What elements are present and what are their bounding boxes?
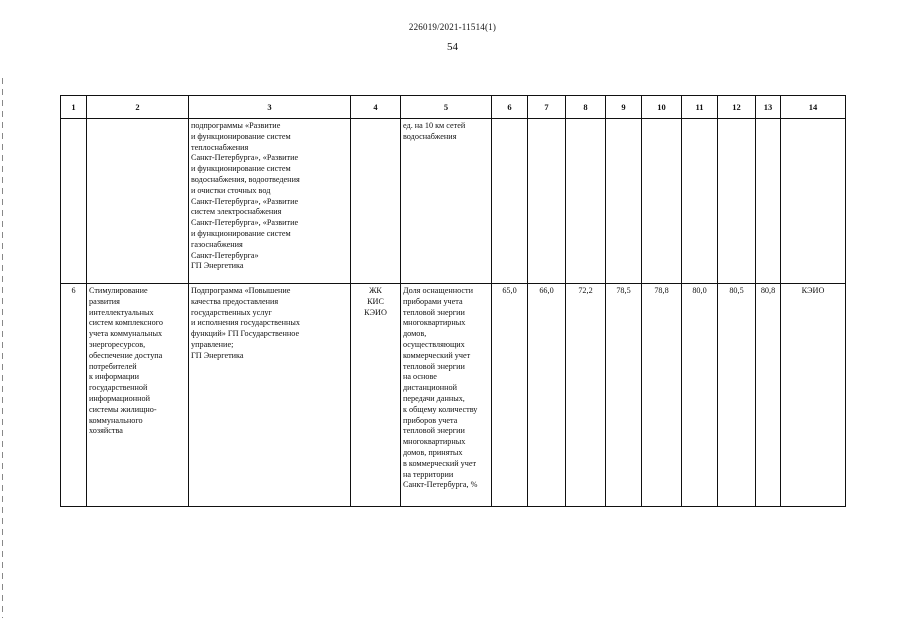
cell-text-line: функций» ГП Государственное (191, 329, 300, 339)
value-cell (682, 119, 718, 284)
column-header: 13 (756, 96, 781, 119)
responsible-cell: КЭИО (781, 284, 846, 507)
value-cell: 78,8 (642, 284, 682, 507)
cell-text-line: тепловой энергии (403, 361, 465, 371)
value-cell: 80,5 (718, 284, 756, 507)
cell-text-line: ЖК (369, 286, 382, 295)
column-header: 9 (606, 96, 642, 119)
cell-text-line: и исполнения государственных (191, 318, 300, 328)
cell-text-line: обеспечение доступа (89, 350, 163, 360)
value-cell: 80,8 (756, 284, 781, 507)
column-header: 3 (189, 96, 351, 119)
cell-text-line: Санкт-Петербурга, % (403, 480, 478, 490)
cell-text-line: теплоснабжения (191, 142, 249, 152)
value-cell (528, 119, 566, 284)
cell-text-line: систем комплексного (89, 318, 164, 328)
cell-text-line: и функционирование систем (191, 164, 291, 174)
cell-text-line: ГП Энергетика (191, 350, 244, 360)
indicator-cell (401, 284, 492, 507)
cell-text-line: Санкт-Петербурга», «Развитие (191, 196, 299, 206)
cell-text-line: учета коммунальных (89, 329, 163, 339)
table-row (61, 119, 846, 284)
table-header-row (61, 96, 846, 119)
value-cell (606, 119, 642, 284)
value-cell: 65,0 (492, 284, 528, 507)
column-header: 8 (566, 96, 606, 119)
cell-text-line: КЭИО (364, 307, 387, 317)
column-header: 4 (351, 96, 401, 119)
cell-text-line: Стимулирование (89, 286, 148, 295)
value-cell (642, 119, 682, 284)
column-header: 1 (61, 96, 87, 119)
column-header: 14 (781, 96, 846, 119)
page-number: 54 (447, 41, 458, 53)
cell-text-line: Санкт-Петербурга», «Развитие (191, 218, 299, 228)
value-cell (718, 119, 756, 284)
value-cell (756, 119, 781, 284)
value-cell: 66,0 (528, 284, 566, 507)
cell-text-line: качества предоставления (191, 296, 279, 306)
cell-text-line: государственных услуг (191, 307, 272, 317)
executor-cell (351, 284, 401, 507)
value-cell (566, 119, 606, 284)
indicators-table (60, 95, 846, 507)
cell-text-line: коммерческий учет (403, 350, 471, 360)
row-number-cell: 6 (61, 284, 87, 507)
cell-text-line: систем электроснабжения (191, 207, 282, 217)
cell-text-line: к информации (89, 372, 140, 382)
column-header: 6 (492, 96, 528, 119)
cell-text-line: домов, (403, 329, 427, 339)
cell-text-line: дистанционной (403, 383, 457, 393)
executor-cell (351, 119, 401, 284)
column-header: 7 (528, 96, 566, 119)
cell-text-line: тепловой энергии (403, 307, 465, 317)
value-cell: 80,0 (682, 284, 718, 507)
cell-text-line: домов, принятых (403, 447, 463, 457)
indicator-cell (401, 119, 492, 284)
cell-text-line: интеллектуальных (89, 307, 154, 317)
column-header: 12 (718, 96, 756, 119)
cell-text-line: хозяйства (89, 426, 123, 436)
cell-text-line: на территории (403, 469, 454, 479)
cell-text-line: передачи данных, (403, 393, 465, 403)
cell-text-line: и функционирование систем (191, 228, 291, 238)
value-cell: 72,2 (566, 284, 606, 507)
cell-text-line: на основе (403, 372, 437, 382)
cell-text-line: ед. на 10 км сетей (403, 121, 466, 130)
cell-text-line: ГП Энергетика (191, 261, 244, 271)
cell-text-line: развития (89, 296, 120, 306)
cell-text-line: осуществляющих (403, 339, 465, 349)
cell-text-line: Подпрограмма «Повышение (191, 286, 291, 295)
cell-text-line: Санкт-Петербурга», «Развитие (191, 153, 299, 163)
cell-text-line: многоквартирных (403, 318, 466, 328)
cell-text-line: многоквартирных (403, 437, 466, 447)
document-registration-number: 226019/2021-11514(1) (408, 22, 497, 32)
scan-edge-mark (2, 78, 3, 618)
cell-text-line: водоснабжения (403, 131, 457, 141)
cell-text-line: водоснабжения, водоотведения (191, 174, 300, 184)
column-header: 5 (401, 96, 492, 119)
value-cell (492, 119, 528, 284)
responsible-cell (781, 119, 846, 284)
cell-text-line: приборами учета (403, 296, 463, 306)
cell-text-line: КИС (367, 296, 384, 306)
cell-text-line: тепловой энергии (403, 426, 465, 436)
cell-text-line: к общему количеству (403, 404, 478, 414)
cell-text-line: системы жилищно- (89, 404, 157, 414)
cell-text-line: коммунального (89, 415, 143, 425)
value-cell: 78,5 (606, 284, 642, 507)
table-row (61, 284, 846, 507)
cell-text-line: и очистки сточных вод (191, 185, 271, 195)
cell-text-line: подпрограммы «Развитие (191, 121, 281, 130)
goal-cell (87, 284, 189, 507)
cell-text-line: в коммерческий учет (403, 458, 477, 468)
column-header: 2 (87, 96, 189, 119)
cell-text-line: государственной (89, 383, 148, 393)
cell-text-line: и функционирование систем (191, 131, 291, 141)
cell-text-line: Санкт-Петербурга» (191, 250, 259, 260)
program-cell (189, 119, 351, 284)
program-cell (189, 284, 351, 507)
row-number-cell (61, 119, 87, 284)
cell-text-line: информационной (89, 393, 150, 403)
column-header: 10 (642, 96, 682, 119)
column-header: 11 (682, 96, 718, 119)
cell-text-line: газоснабжения (191, 239, 243, 249)
cell-text-line: энергоресурсов, (89, 339, 146, 349)
cell-text-line: потребителей (89, 361, 137, 371)
cell-text-line: Доля оснащенности (403, 286, 474, 295)
cell-text-line: управление; (191, 339, 234, 349)
cell-text-line: приборов учета (403, 415, 458, 425)
goal-cell (87, 119, 189, 284)
